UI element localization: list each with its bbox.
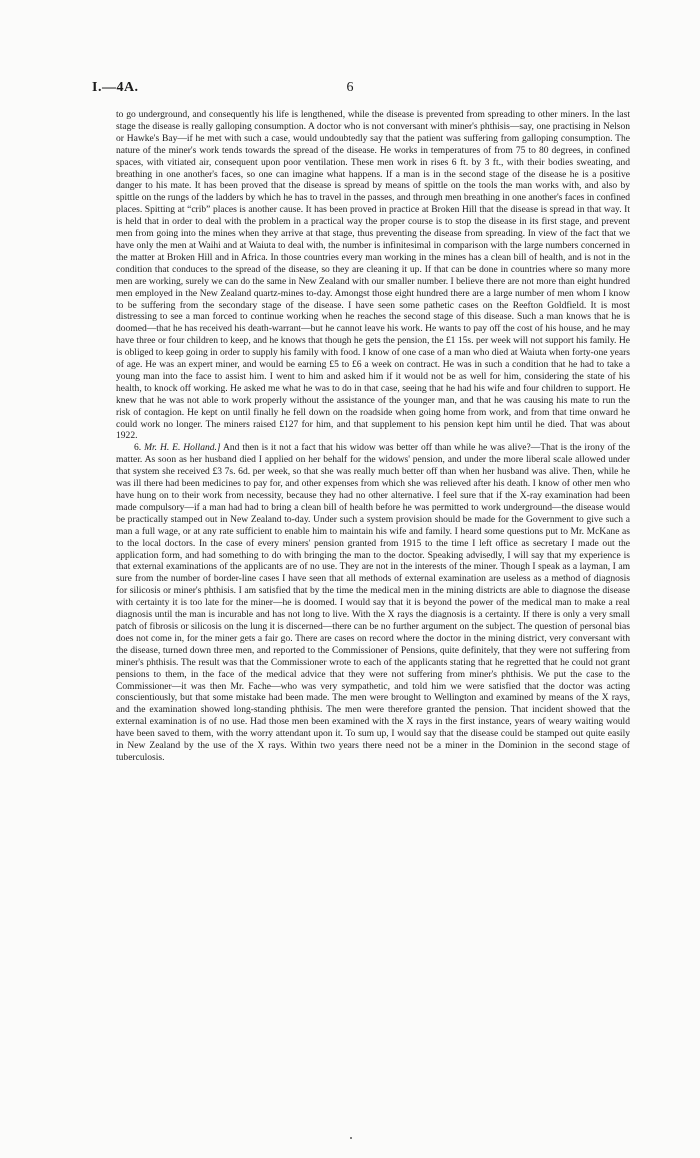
body-text <box>116 109 630 764</box>
paragraph-continuation: to go underground, and consequently his life is lengthened, while the disease is prevented from spreading to other miners. In the last stage the disease is really galloping consumption. A doctor who is not conversant with miner's phthisis—say, one practising in Nelson or Hawke's Bay—if he met with such a case, would undoubtedly say that the patient was suffering from galloping consumption. The nature of the miner's work tends towards the spread of the disease. He works in temperatures of from 75 to 80 degrees, in confined spaces, with vitiated air, consequent upon poor ventilation. These men work in rises 6 ft. by 3 ft., with their bodies sweating, and breathing in one another's faces, so one can imagine what happens. If a man is in the second stage of the disease he is a positive danger to his mate. It has been proved that the disease is spread by means of spittle on the tools the man works with, and also by spittle on the rungs of the ladders by which he has to travel in the passes, and through men breathing in one another's faces in confined places. Spitting at “crib” places is another cause. It has been proved in practice at Broken Hill that the disease is spread in that way. It is held that in order to deal with the problem in a practical way the proper course is to stop the disease in its first stage, and prevent men from going into the mines when they arrive at that stage, thus preventing the disease from spreading. In view of the fact that we have only the men at Waihi and at Waiuta to deal with, the number is infinitesimal in comparison with the large numbers concerned in the matter at Broken Hill and in Africa. In those countries every man working in the mines has a clean bill of health, and is not in the condition that conduces to the spread of the disease, so they are cleaning it up. If that can be done in countries where so many more men are working, surely we can do the same in New Zealand with our smaller number. I believe there are not more than eight hundred men employed in the New Zealand quartz-mines to-day. Amongst those eight hundred there are a large number of men whom I know to be suffering from the secondary stage of the disease. I have seen some pathetic cases on the Reefton Goldfield. It is most distressing to see a man forced to continue working when he reaches the second stage of this disease. Such a man knows that he is doomed—that he has received his death-warrant—but he cannot leave his work. He wants to pay off the cost of his house, and he may have three or four children to keep, and he knows that though he gets the pension, the £1 15s. per week will not support his family. He is obliged to keep going in order to supply his family with food. I know of one case of a man who died at Waiuta when forty-one years of age. He was an expert miner, and would be earning £5 to £6 a week on contract. He was in such a condition that he had to take a young man into the face to assist him. I went to him and asked him if it would not be as well for him, considering the state of his health, to knock off working. He asked me what he was to do in that case, seeing that he had his wife and four children to support. He knew that he was not able to work properly without the assistance of the younger man, and that he was causing his mate to run the risk of contagion. He kept on until finally he fell down on the roadside when going home from work, and from that time onward he could work no longer. The miners raised £127 for him, and that supplement to his pension kept him until he died. That was about 1922. <box>116 109 630 442</box>
paragraph-question-6 <box>116 442 630 763</box>
paragraph-text: And then is it not a fact that his widow was better off than while he was alive?—That is the irony of the matter. As soon as her husband died I applied on her behalf for the widows' pension, and under the more liberal scale allowed under that system she received £3 7s. 6d. per week, so that she was really much better off than when her husband was alive. Then, while he was ill there had been medicines to pay for, and other expenses from which she was relieved after his death. I know of other men who have hung on to their work from necessity, because they had no other alternative. I feel sure that if the X-ray examination had been made compulsory—if a man had had to bring a clean bill of health before he was permitted to work underground—the disease would be practically stamped out in New Zealand to-day. Under such a system provision should be made for the Government to give such a man a full wage, or at any rate sufficient to enable him to maintain his wife and family. I heard some questions put to Mr. McKane as to the local doctors. In the case of every miners' pension granted from 1915 to the time I left office as secretary I made out the application form, and had something to do with bringing the man to the doctor. Speaking advisedly, I will say that my experience is that external examinations of the applicants are of no use. They are not in the interests of the miner. Though I speak as a layman, I am sure from the number of border-line cases I have seen that all methods of external examination are useless as a method of diagnosis for silicosis or miner's phthisis. I am satisfied that by the time the medical men in the mining districts are able to diagnose the disease with certainty it is too late for the miner—he is doomed. I would say that it is beyond the power of the medical man to make a real diagnosis until the man is incurable and has not long to live. With the X rays the diagnosis is a certainty. If there is only a very small patch of fibrosis or silicosis on the lung it is discerned—there can be no further argument on the subject. The question of personal bias does not come in, for the miner gets a fair go. There are cases on record where the doctor in the mining district, very conversant with the disease, turned down three men, and reported to the Commissioner of Pensions, quite definitely, that they were not suffering from miner's phthisis. The result was that the Commissioner wrote to each of the applicants stating that he regretted that he could not grant pensions to them, in the face of the medical advice that they were not suffering from miner's phthisis. We put the case to the Commissioner—it was then Mr. Fache—who was very sympathetic, and told him we were satisfied that the doctor was acting conscientiously, but that some mistake had been made. The men were brought to Wellington and examined by means of the X rays, and the examination showed long-standing phthisis. The men were therefore granted the pension. That incident showed that the external examination is of no use. Had those men been examined with the X rays in the first instance, years of weary waiting would have been saved to them, with the worry attendant upon it. To sum up, I would say that the disease could be stamped out quite easily in New Zealand by the use of the X rays. Within two years there need not be a miner in the Dominion in the second stage of tuberculosis. <box>116 442 630 763</box>
page-header <box>92 80 608 102</box>
question-number: 6. <box>134 442 142 454</box>
page-number: 6 <box>346 80 354 95</box>
footer-dot <box>350 1137 352 1139</box>
speaker-label: Mr. H. E. Holland.] <box>144 442 221 454</box>
document-reference: I.—4A. <box>92 80 139 95</box>
